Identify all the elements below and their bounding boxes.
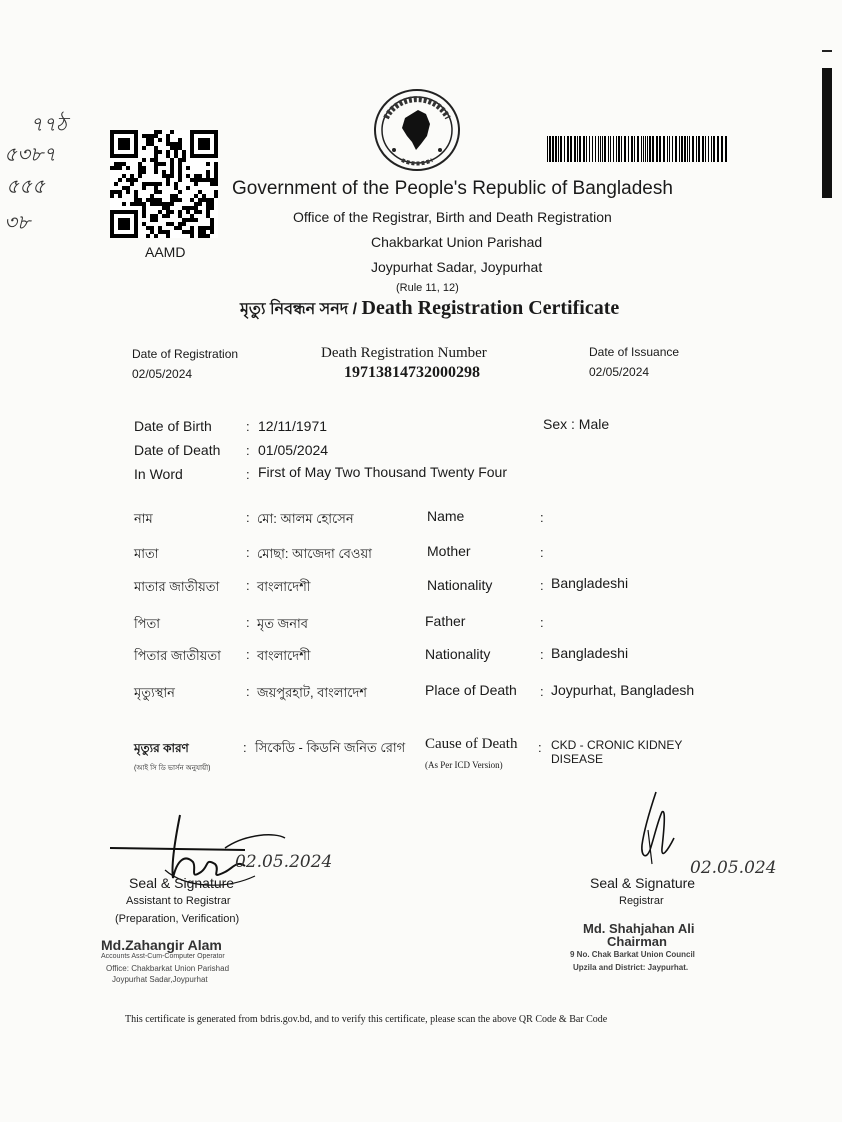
government-emblem (372, 88, 462, 172)
place-of-death-bn-colon: : (246, 684, 250, 699)
cause-en-label: Cause of Death (425, 736, 518, 752)
left-officer-line-2: Office: Chakbarkat Union Parishad (106, 964, 230, 973)
office-name: Office of the Registrar, Birth and Death Registration (293, 209, 612, 225)
birth-date-colon: : (246, 419, 250, 434)
union-name: Chakbarkat Union Parishad (371, 234, 543, 250)
right-officer-line-2: Upzila and District: Jaypurhat. (573, 963, 689, 972)
certificate-title (240, 296, 619, 323)
father-nationality-en-colon: : (540, 647, 544, 662)
margin-note-4: ৩৮ (4, 210, 30, 234)
mother-nationality-bn-colon: : (246, 578, 250, 593)
name-en-label: Name (427, 508, 465, 524)
name-bn-value: মো: আলম হোসেন (257, 511, 354, 526)
issuance-date-value: 02/05/2024 (589, 365, 650, 379)
details-row-place-of-death (0, 684, 842, 708)
death-date-colon: : (246, 443, 250, 458)
scan-edge-mark (820, 40, 832, 200)
margin-note-2: ৫৩৮৭ (4, 142, 56, 166)
right-officer-line-1: 9 No. Chak Barkat Union Council (570, 950, 695, 959)
cause-en-value-line1: CKD - CRONIC KIDNEY (551, 738, 683, 752)
left-officer-line-3: Joypurhat Sadar,Joypurhat (112, 975, 208, 984)
details-row-mother-nationality (0, 575, 842, 602)
certificate-title-bn: মৃত্যু নিবন্ধন সনদ / (240, 301, 362, 318)
registration-number-value: 19713814732000298 (344, 364, 480, 381)
registration-date-value: 02/05/2024 (132, 367, 193, 381)
birth-date-value: 12/11/1971 (258, 418, 328, 434)
place-of-death-bn-value: জয়পুরহাট, বাংলাদেশ (257, 685, 367, 700)
footer-note: This certificate is generated from bdris.gov.bd, and to verify this certificate, please scan the above QR Code & Bar Code (125, 1014, 608, 1025)
father-nationality-bn-value: বাংলাদেশী (257, 648, 311, 663)
registration-date-label: Date of Registration (132, 347, 239, 361)
father-nationality-bn-colon: : (246, 647, 250, 662)
certificate-title-en: Death Registration Certificate (361, 297, 620, 319)
right-officer-position: Chairman (607, 934, 667, 949)
father-en-label: Father (425, 613, 466, 629)
sex-value: Sex : Male (543, 416, 610, 432)
mother-nationality-en-colon: : (540, 578, 544, 593)
right-signature-scribble (628, 790, 688, 880)
rule-reference: (Rule 11, 12) (396, 282, 459, 294)
registration-number-label: Death Registration Number (321, 345, 487, 361)
location-name: Joypurhat Sadar, Joypurhat (371, 259, 543, 275)
father-bn-label: পিতা (134, 616, 161, 631)
government-title: Government of the People's Republic of Bangladesh (232, 178, 673, 199)
left-role-1: Assistant to Registrar (126, 895, 231, 907)
place-of-death-en-value: Joypurhat, Bangladesh (551, 682, 695, 698)
name-bn-colon: : (246, 510, 250, 525)
margin-note-1: ৭৭ঠ (30, 112, 67, 136)
cause-en-colon: : (538, 740, 542, 755)
left-officer-name: Md.Zahangir Alam (101, 937, 222, 953)
inword-value: First of May Two Thousand Twenty Four (258, 464, 507, 480)
cause-bn-value: সিকেডি - কিডনি জনিত রোগ (255, 740, 406, 755)
father-nationality-en-label: Nationality (425, 646, 491, 662)
mother-nationality-en-value: Bangladeshi (551, 575, 629, 591)
inword-label: In Word (134, 466, 183, 482)
left-role-2: (Preparation, Verification) (115, 913, 240, 925)
place-of-death-bn-label: মৃত্যুস্থান (134, 685, 175, 700)
details-row-father-nationality (0, 647, 842, 671)
inword-colon: : (246, 467, 250, 482)
cause-en-sublabel: (As Per ICD Version) (425, 760, 503, 770)
father-en-colon: : (540, 615, 544, 630)
father-nationality-bn-label: পিতার জাতীয়তা (134, 648, 221, 663)
details-row-mother (0, 545, 842, 569)
mother-nationality-bn-value: বাংলাদেশী (257, 579, 311, 594)
mother-bn-value: মোছা: আজেদা বেওয়া (257, 546, 372, 561)
qr-code[interactable] (110, 130, 218, 238)
father-bn-colon: : (246, 615, 250, 630)
death-date-label: Date of Death (134, 442, 221, 458)
mother-nationality-bn-label: মাতার জাতীয়তা (134, 579, 220, 594)
left-signature-date: 02.05.2024 (235, 852, 333, 872)
mother-en-colon: : (540, 545, 544, 560)
birth-date-label: Date of Birth (134, 418, 212, 434)
name-en-colon: : (540, 510, 544, 525)
details-row-name (0, 510, 842, 534)
mother-nationality-en-label: Nationality (427, 577, 493, 593)
father-bn-value: মৃত জনাব (257, 616, 308, 631)
qr-caption: AAMD (145, 244, 186, 260)
death-date-value: 01/05/2024 (258, 442, 329, 458)
right-role: Registrar (619, 895, 664, 907)
place-of-death-en-label: Place of Death (425, 682, 517, 698)
cause-en-value-line2: DISEASE (551, 752, 604, 766)
margin-note-3: ৫৫৫ (6, 174, 45, 198)
right-officer-name: Md. Shahjahan Ali (583, 921, 695, 936)
father-nationality-en-value: Bangladeshi (551, 645, 629, 661)
left-officer-line-1: Accounts Asst-Cum-Computer Operator (101, 953, 225, 960)
mother-bn-colon: : (246, 545, 250, 560)
place-of-death-en-colon: : (540, 684, 544, 699)
right-signature-date: 02.05.024 (690, 858, 777, 878)
details-row-father (0, 615, 842, 639)
name-bn-label: নাম (134, 511, 153, 526)
left-seal-title: Seal & Signature (129, 875, 235, 891)
cause-bn-sublabel: (আই সি ডি ভার্সন অনুযায়ী) (134, 765, 211, 772)
issuance-date-label: Date of Issuance (589, 345, 680, 359)
cause-bn-label: মৃত্যুর কারণ (134, 741, 189, 755)
cause-bn-colon: : (243, 740, 247, 755)
mother-bn-label: মাতা (134, 546, 159, 561)
mother-en-label: Mother (427, 543, 471, 559)
barcode[interactable] (547, 136, 729, 162)
right-seal-title: Seal & Signature (590, 875, 696, 891)
